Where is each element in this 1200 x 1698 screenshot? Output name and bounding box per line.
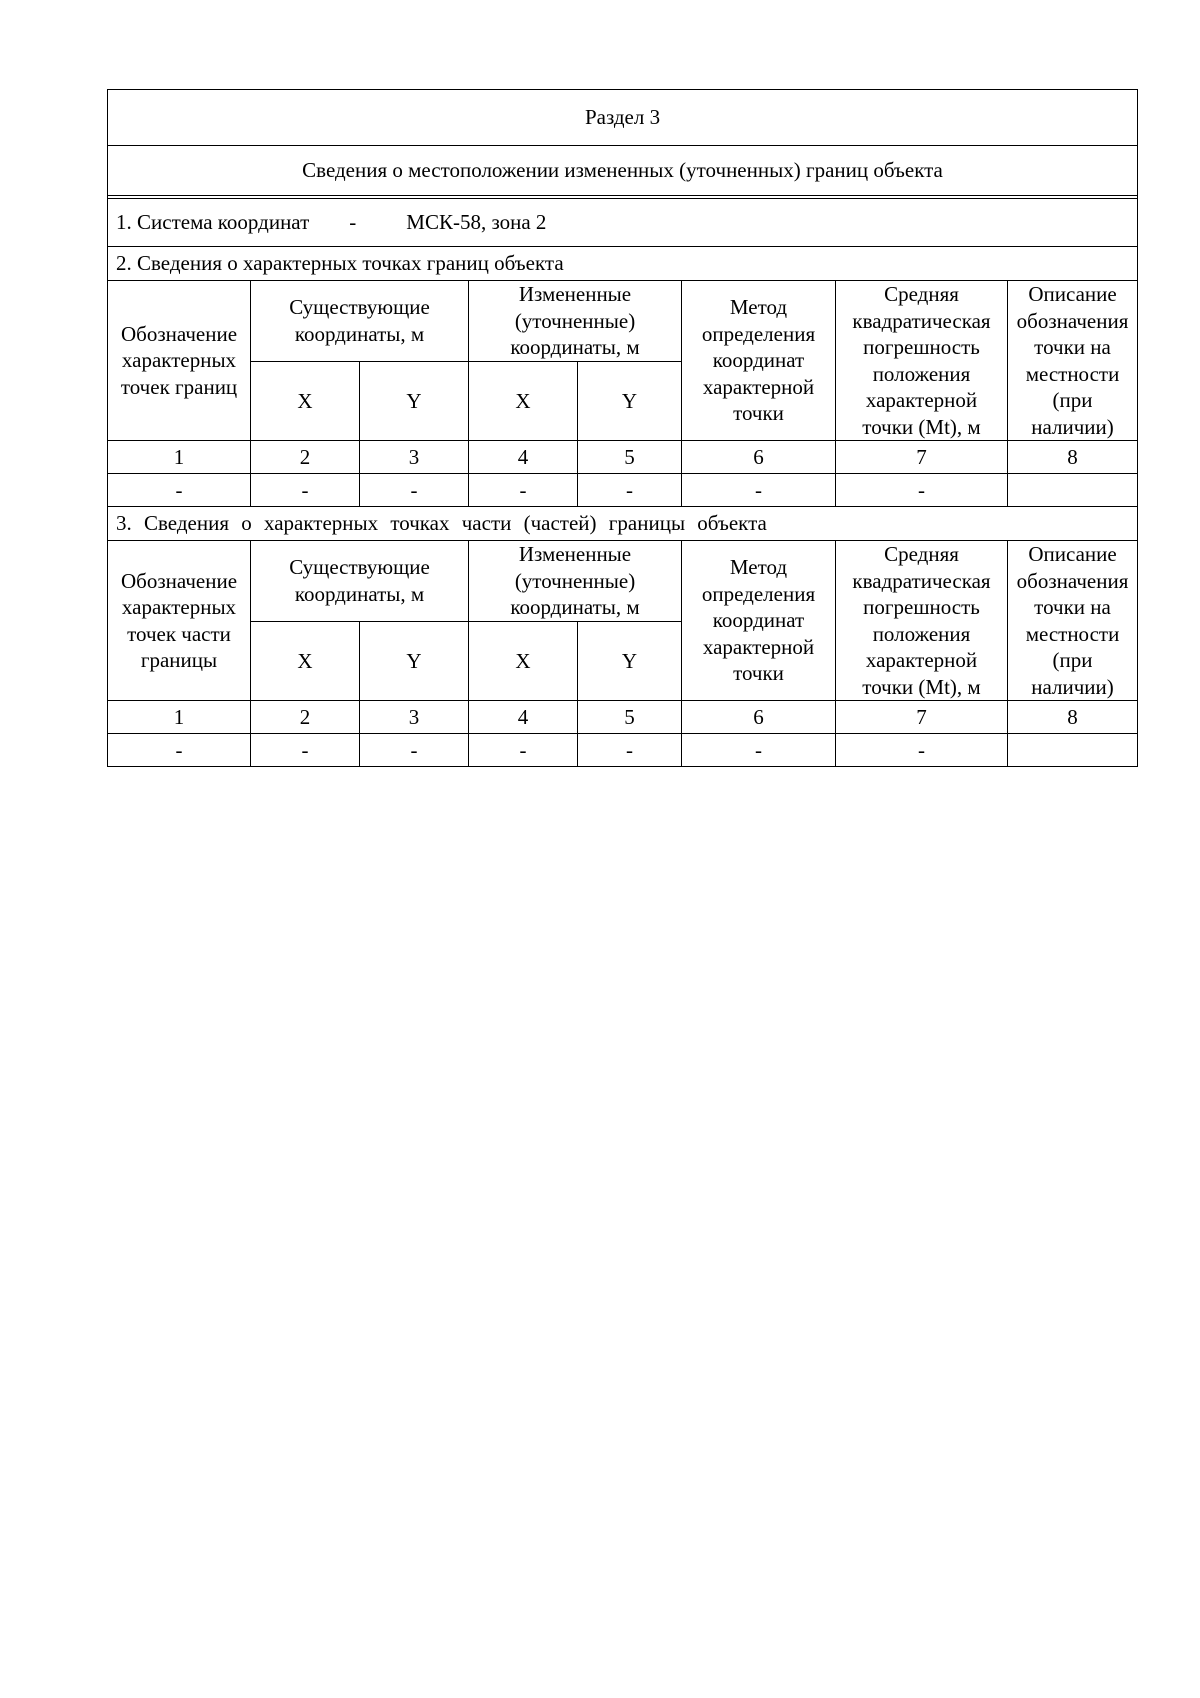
table2-num: 7 — [836, 701, 1008, 734]
table2-cell: - — [360, 734, 469, 767]
table2-num: 6 — [682, 701, 836, 734]
table1-num: 8 — [1008, 441, 1138, 474]
table1-cell: - — [469, 474, 578, 507]
table2-sub-x-changed: X — [469, 621, 578, 700]
section-subtitle: Сведения о местоположении измененных (уточненных) границ объекта — [108, 146, 1138, 196]
table2-cell: - — [469, 734, 578, 767]
coord-system-dash: - — [349, 210, 357, 235]
table1-sub-y-changed: Y — [578, 361, 682, 440]
table1-sub-y-existing: Y — [360, 361, 469, 440]
table2-col-description: Описание обозначения точки на местности (при наличии) — [1008, 541, 1138, 701]
table2-cell: - — [578, 734, 682, 767]
table1-cell — [1008, 474, 1138, 507]
section-3-table — [107, 89, 1138, 767]
coord-system-value: МСК-58, зона 2 — [406, 210, 547, 235]
table2-sub-y-existing: Y — [360, 621, 469, 700]
table2-num: 8 — [1008, 701, 1138, 734]
table2-cell: - — [682, 734, 836, 767]
table1-cell: - — [682, 474, 836, 507]
coord-system-label: 1. Система координат — [116, 210, 310, 235]
table1-num: 4 — [469, 441, 578, 474]
section-title: Раздел 3 — [108, 90, 1138, 146]
table2-num: 2 — [251, 701, 360, 734]
table2-col-existing: Существующие координаты, м — [251, 541, 469, 622]
table2-col-method: Метод определения координат характерной точки — [682, 541, 836, 701]
table1-col-changed: Измененные (уточненные) координаты, м — [469, 281, 682, 362]
table2-cell: - — [251, 734, 360, 767]
table1-num: 7 — [836, 441, 1008, 474]
table2-col-designation: Обозначение характерных точек части границы — [108, 541, 251, 701]
table2-cell — [1008, 734, 1138, 767]
document-page — [107, 89, 1137, 767]
table2-cell: - — [836, 734, 1008, 767]
coord-system-row — [108, 199, 1138, 247]
table1-col-existing: Существующие координаты, м — [251, 281, 469, 362]
table2-num: 3 — [360, 701, 469, 734]
table1-heading: 2. Сведения о характерных точках границ объекта — [108, 247, 1138, 281]
table-row — [108, 474, 1138, 507]
table-row — [108, 734, 1138, 767]
table1-num: 3 — [360, 441, 469, 474]
table1-num: 1 — [108, 441, 251, 474]
table2-col-changed: Измененные (уточненные) координаты, м — [469, 541, 682, 622]
table1-col-error: Средняя квадратическая погрешность положения характерной точки (Mt), м — [836, 281, 1008, 441]
table1-num: 2 — [251, 441, 360, 474]
table1-col-designation: Обозначение характерных точек границ — [108, 281, 251, 441]
table1-cell: - — [578, 474, 682, 507]
table1-col-description: Описание обозначения точки на местности (при наличии) — [1008, 281, 1138, 441]
table2-num: 4 — [469, 701, 578, 734]
table1-col-method: Метод определения координат характерной точки — [682, 281, 836, 441]
table1-num: 5 — [578, 441, 682, 474]
table2-col-error: Средняя квадратическая погрешность положения характерной точки (Mt), м — [836, 541, 1008, 701]
table1-num: 6 — [682, 441, 836, 474]
table1-cell: - — [836, 474, 1008, 507]
table1-cell: - — [108, 474, 251, 507]
table2-number-row — [108, 701, 1138, 734]
table1-sub-x-changed: X — [469, 361, 578, 440]
table1-number-row — [108, 441, 1138, 474]
table1-cell: - — [360, 474, 469, 507]
table2-num: 5 — [578, 701, 682, 734]
table2-heading: 3. Сведения о характерных точках части (частей) границы объекта — [108, 507, 1138, 541]
table2-sub-y-changed: Y — [578, 621, 682, 700]
table2-num: 1 — [108, 701, 251, 734]
table2-sub-x-existing: X — [251, 621, 360, 700]
table1-sub-x-existing: X — [251, 361, 360, 440]
table1-cell: - — [251, 474, 360, 507]
table2-cell: - — [108, 734, 251, 767]
